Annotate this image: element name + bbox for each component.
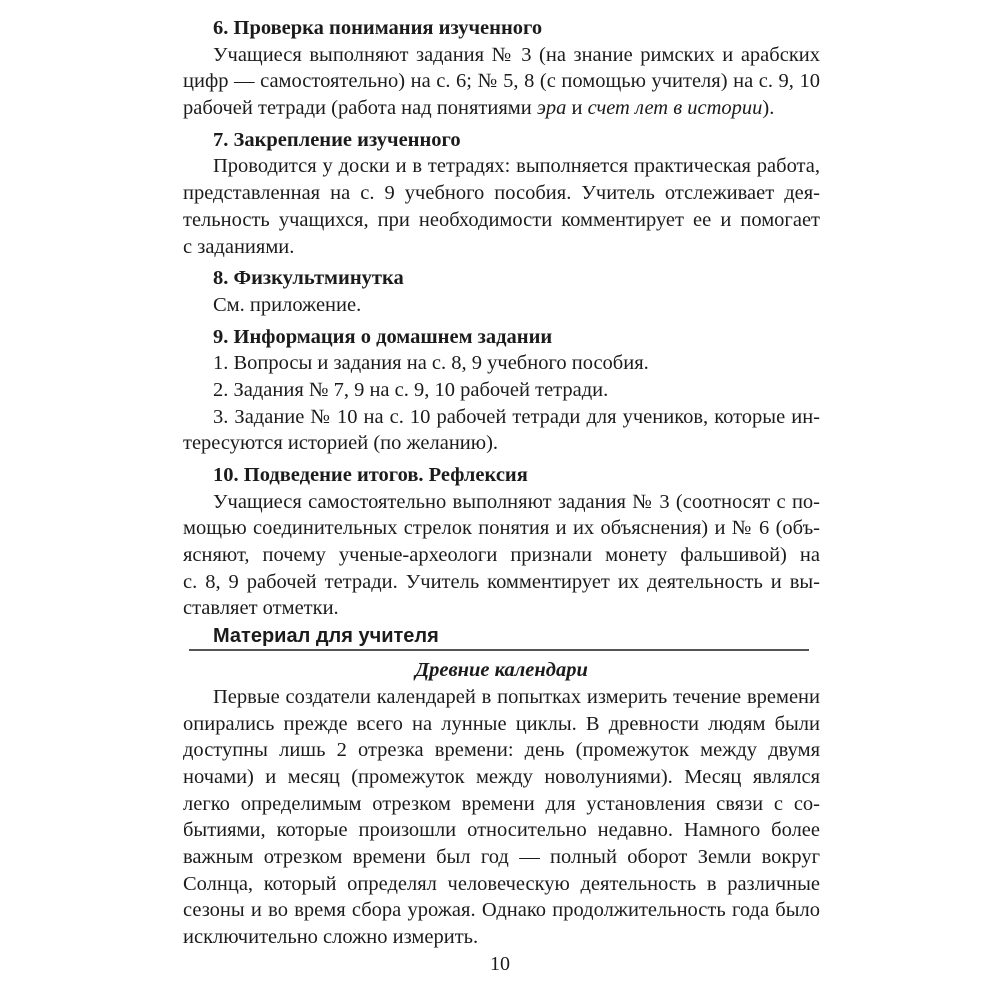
text-line [183, 430, 820, 457]
text-line [183, 180, 820, 207]
text-segment: мощью соединительных стрелок понятия и их объяснения) и № 6 (объ- [183, 517, 820, 540]
text-segment: цифр — самостоятельно) на с. 6; № 5, 8 (с помощью учителя) на с. 9, 10 [183, 70, 820, 93]
text-segment: исключительно сложно измерить. [183, 926, 479, 948]
section-heading: 9. Информация о домашнем задании [213, 325, 553, 348]
text-line [183, 871, 820, 898]
italic-term: эра [536, 97, 567, 120]
text-line [183, 350, 820, 377]
text-segment: 2. Задания № 7, 9 на с. 9, 10 рабочей тетради. [213, 378, 609, 401]
text-segment: ночами) и месяц (промежуток между новолуниями). Месяц являлся [183, 765, 820, 788]
paragraph [183, 404, 820, 457]
section-heading: 6. Проверка понимания изученного [213, 17, 543, 39]
text-segment: Солнца, который определял человеческую деятельность в различные [183, 872, 820, 895]
text-line [183, 684, 820, 711]
text-line [183, 924, 820, 951]
text-segment: важным отрезком времени был год — полный оборот Земли вокруг [183, 845, 820, 868]
paragraph [183, 684, 820, 951]
text-line [183, 817, 820, 844]
text-segment: Учащиеся выполняют задания № 3 (на знание римских и арабских [213, 43, 820, 66]
text-line [183, 489, 820, 516]
text-segment: опирались прежде всего на лунные циклы. В древности людям были [183, 712, 820, 735]
text-segment: с. 8, 9 рабочей тетради. Учитель комментирует их деятельность и вы- [183, 570, 820, 593]
text-segment: рабочей тетради (работа над понятиями [183, 97, 537, 120]
text-segment: доступны лишь 2 отрезка времени: день (промежуток между двумя [183, 739, 820, 762]
text-segment: тельность учащихся, при необходимости комментирует ее и помогает [183, 208, 820, 231]
text-line [183, 95, 820, 122]
text-segment: ). [762, 97, 775, 120]
paragraph [183, 42, 820, 122]
paragraph [183, 292, 820, 319]
text-segment: См. приложение. [213, 293, 362, 316]
material-subheading: Древние календари [415, 659, 588, 682]
text-segment: ставляет отметки. [183, 597, 339, 620]
text-segment: и [566, 97, 588, 120]
text-line [183, 764, 820, 791]
text-line [183, 404, 820, 431]
text-line [183, 711, 820, 738]
paragraph [183, 489, 820, 622]
text-line [183, 844, 820, 871]
text-line [183, 68, 820, 95]
text-line [183, 377, 820, 404]
text-segment: тересуются историей (по желанию). [183, 432, 499, 455]
text-line [183, 897, 820, 924]
paragraph [183, 153, 820, 260]
text-segment: Проводится у доски и в тетрадях: выполняется практическая работа, [213, 155, 820, 178]
section-heading: 10. Подведение итогов. Рефлексия [213, 464, 528, 486]
italic-term: счет лет в истории [587, 97, 763, 120]
section-heading: 7. Закрепление изученного [213, 128, 461, 151]
text-line [183, 292, 820, 319]
text-line [183, 737, 820, 764]
text-segment: 3. Задание № 10 на с. 10 рабочей тетради для учеников, которые ин- [213, 405, 820, 428]
text-line [183, 42, 820, 69]
text-line [183, 207, 820, 234]
page-number: 10 [490, 953, 510, 975]
text-line [183, 153, 820, 180]
text-line [183, 515, 820, 542]
text-line [183, 569, 820, 596]
section-heading: 8. Физкультминутка [213, 267, 404, 290]
text-segment: Учащиеся самостоятельно выполняют задания № 3 (соотносят с по- [213, 490, 820, 513]
paragraph [183, 377, 820, 404]
page-content [183, 10, 820, 951]
text-segment: представленная на с. 9 учебного пособия. Учитель отслеживает дея- [183, 182, 820, 205]
text-line [183, 791, 820, 818]
teacher-material-header: Материал для учителя [189, 624, 809, 651]
text-segment: легко определимым отрезком времени для установления связи с со- [183, 792, 820, 815]
paragraph [183, 350, 820, 377]
text-line [183, 595, 820, 622]
text-segment: 1. Вопросы и задания на с. 8, 9 учебного пособия. [213, 352, 649, 375]
text-segment: ясняют, почему ученые-археологи признали монету фальшивой) на [183, 544, 820, 567]
text-segment: с заданиями. [183, 235, 295, 258]
text-segment: сезоны и во время сбора урожая. Однако продолжительность года было [183, 899, 820, 922]
text-segment: Первые создатели календарей в попытках измерить течение времени [213, 685, 820, 708]
text-line [183, 234, 820, 261]
text-line [183, 542, 820, 569]
text-segment: бытиями, которые произошли относительно недавно. Намного более [183, 819, 820, 842]
